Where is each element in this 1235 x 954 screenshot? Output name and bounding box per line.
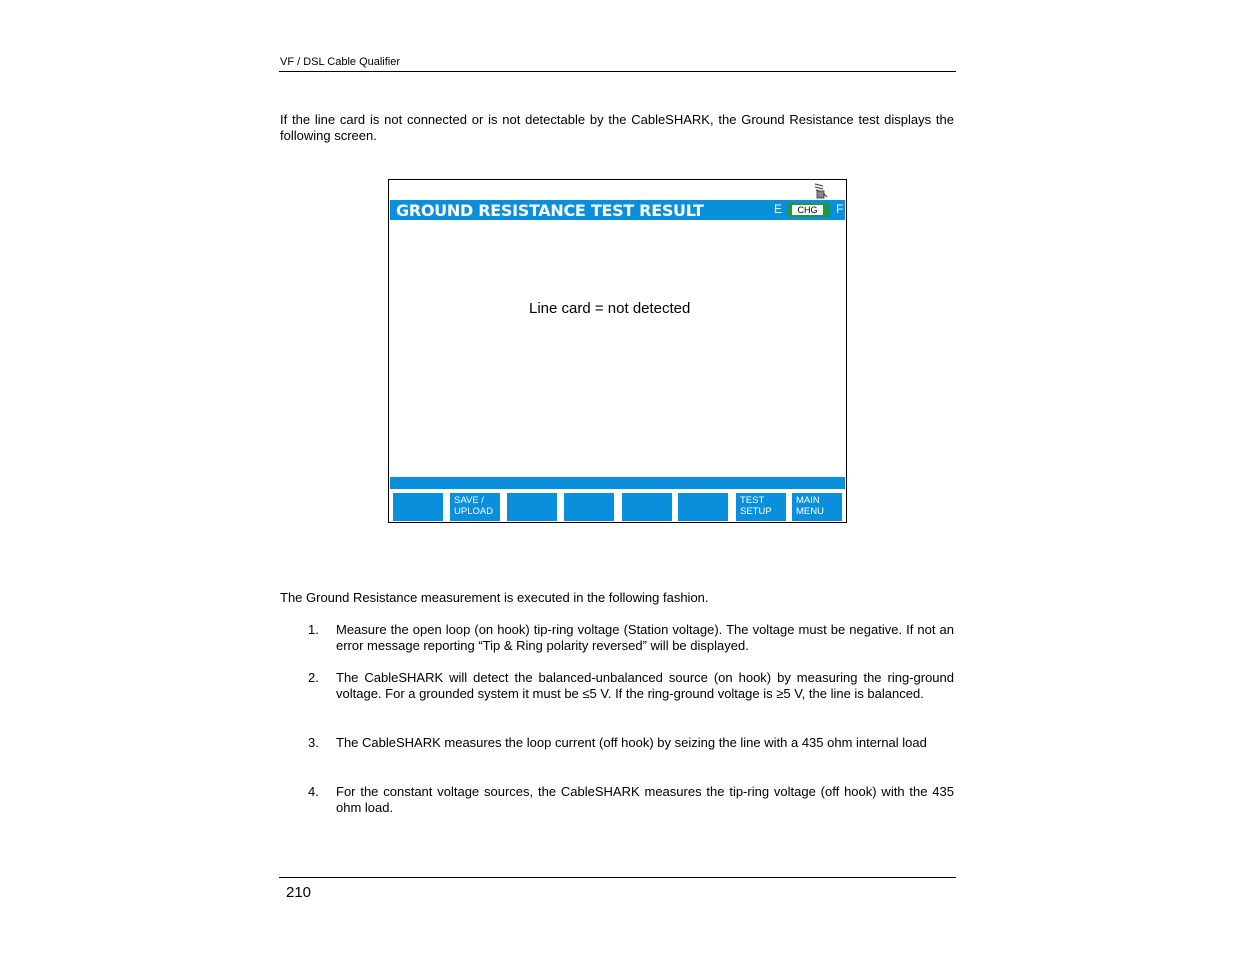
step-number: 2. xyxy=(308,670,319,685)
antenna-icon xyxy=(812,182,828,200)
step-number: 4. xyxy=(308,784,319,799)
step-text: The CableSHARK measures the loop current (off hook) by seizing the line with a 435 ohm internal load xyxy=(336,735,927,750)
header-rule xyxy=(279,71,956,72)
step-text: Measure the open loop (on hook) tip-ring voltage (Station voltage). The voltage must be negative. If not an error message reporting “Tip & Ring polarity reversed” will be displayed. xyxy=(336,622,954,653)
running-header: VF / DSL Cable Qualifier xyxy=(280,56,401,68)
intro-paragraph: If the line card is not connected or is not detectable by the CableSHARK, the Ground Resistance test displays the following screen. xyxy=(280,112,954,143)
step-number: 1. xyxy=(308,622,319,637)
function-key-5[interactable] xyxy=(622,493,672,521)
line-card-status: Line card = not detected xyxy=(529,300,691,317)
screen-title: GROUND RESISTANCE TEST RESULT xyxy=(396,201,704,220)
battery-indicator xyxy=(788,203,830,217)
step-number: 3. xyxy=(308,735,319,750)
page-number: 210 xyxy=(286,884,312,901)
screen-status-bar xyxy=(390,477,845,489)
step-text: For the constant voltage sources, the CableSHARK measures the tip-ring voltage (off hook) with the 435 ohm load. xyxy=(336,784,954,815)
test-setup-key[interactable]: TEST SETUP xyxy=(736,493,786,521)
main-menu-key[interactable]: MAIN MENU xyxy=(792,493,842,521)
function-key-6[interactable] xyxy=(678,493,728,521)
function-key-3[interactable] xyxy=(507,493,557,521)
battery-status: CHG xyxy=(792,205,823,215)
device-screen xyxy=(388,179,847,523)
function-key-4[interactable] xyxy=(564,493,614,521)
screen-title-bar xyxy=(390,200,845,220)
procedure-intro: The Ground Resistance measurement is executed in the following fashion. xyxy=(280,590,709,605)
step-text: The CableSHARK will detect the balanced-unbalanced source (on hook) by measuring the ring-ground voltage. For a grounded system it must be ≤5 V. If the ring-ground voltage is ≥5 V, the line is balanced. xyxy=(336,670,954,701)
battery-empty-label: E xyxy=(774,202,783,216)
battery-full-label: F xyxy=(836,202,844,216)
function-key-1[interactable] xyxy=(393,493,443,521)
footer-rule xyxy=(279,877,956,878)
save-upload-key[interactable]: SAVE / UPLOAD xyxy=(450,493,500,521)
